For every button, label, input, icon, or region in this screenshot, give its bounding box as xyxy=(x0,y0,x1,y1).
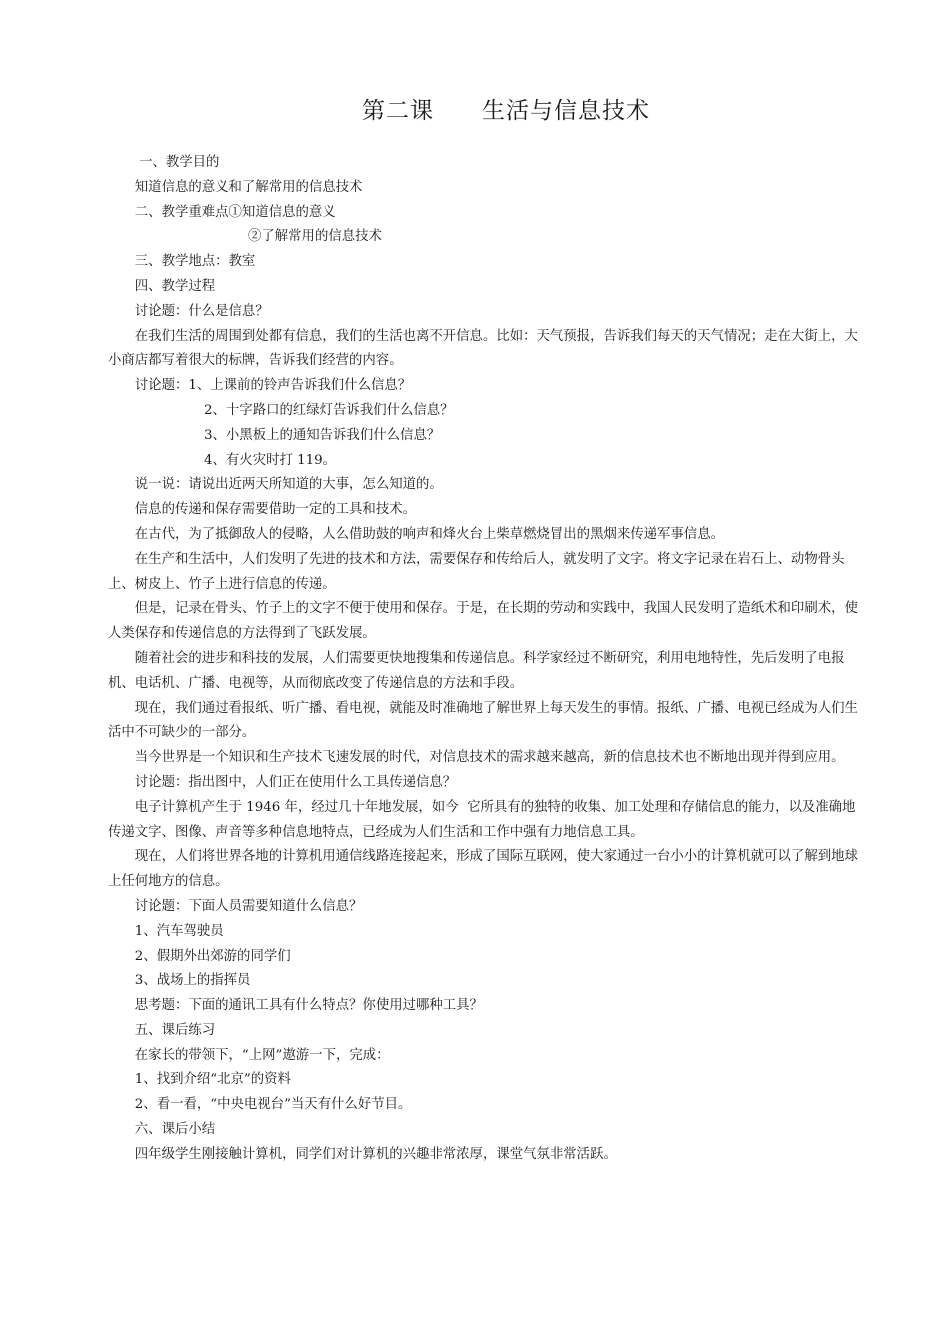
text-line: 2、十字路口的红绿灯告诉我们什么信息？ xyxy=(204,402,454,418)
text-line: 电子计算机产生于 1946 年，经过几十年地发展，如今 它所具有的独特的收集、加工处理和存储信息的能力，以及准确地传递文字、图像、声音等多种信息地特点，已经成为人们生活和工作中强有力地信息工具。 xyxy=(108,799,856,840)
text-line: 在古代，为了抵御敌人的侵略，人么借助鼓的响声和烽火台上柴草燃烧冒出的黑烟来传递军事信息。 xyxy=(134,526,724,542)
text-line: 三、教学地点：教室 xyxy=(134,254,256,270)
text-line: 四年级学生刚接触计算机，同学们对计算机的兴趣非常浓厚，课堂气氛非常活跃。 xyxy=(134,1146,617,1162)
text-line: 在生产和生活中，人们发明了先进的技术和方法，需要保存和传给后人，就发明了文字。将文字记录在岩石上、动物骨头上、树皮上、竹子上进行信息的传递。 xyxy=(108,551,845,592)
text-line: 在我们生活的周围到处都有信息，我们的生活也离不开信息。比如：天气预报，告诉我们每天的天气情况；走在大街上，大小商店都写着很大的标牌，告诉我们经营的内容。 xyxy=(108,328,858,369)
text-line: 讨论题：指出图中，人们正在使用什么工具传递信息？ xyxy=(134,774,457,790)
text-line: 但是，记录在骨头、竹子上的文字不便于使用和保存。于是，在长期的劳动和实践中，我国人民发明了造纸术和印刷术，使人类保存和传递信息的方法得到了飞跃发展。 xyxy=(108,601,858,642)
text-line: 2、假期外出郊游的同学们 xyxy=(134,948,291,964)
text-line: 当今世界是一个知识和生产技术飞速发展的时代，对信息技术的需求越来越高，新的信息技术也不断地出现并得到应用。 xyxy=(134,750,845,766)
text-line: 讨论题：下面人员需要知道什么信息？ xyxy=(134,898,363,914)
text-line: 3、战场上的指挥员 xyxy=(134,973,251,989)
text-line: 五、课后练习 xyxy=(134,1022,216,1038)
text-line: 讨论题：什么是信息？ xyxy=(134,303,269,319)
text-line: ②了解常用的信息技术 xyxy=(248,229,382,245)
text-line: 4、有火灾时打 119。 xyxy=(204,452,337,468)
text-line: 四、教学过程 xyxy=(134,278,216,294)
text-line: 现在，人们将世界各地的计算机用通信线路连接起来，形成了国际互联网，使大家通过一台小小的计算机就可以了解到地球上任何地方的信息。 xyxy=(108,849,858,890)
text-line: 现在，我们通过看报纸、听广播、看电视，就能及时准确地了解世界上每天发生的事情。报纸、广播、电视已经成为人们生活中不可缺少的一部分。 xyxy=(108,700,858,741)
text-line: 1、找到介绍“北京”的资料 xyxy=(134,1072,291,1088)
text-line: 六、课后小结 xyxy=(134,1122,216,1138)
text-line: 2、看一看，“中央电视台”当天有什么好节目。 xyxy=(134,1097,412,1113)
text-line: 说一说：请说出近两天所知道的大事，怎么知道的。 xyxy=(134,477,443,493)
text-line: 在家长的带领下，“上网”遨游一下，完成： xyxy=(134,1047,390,1063)
page-title: 第二课 生活与信息技术 xyxy=(362,98,650,124)
text-line: 讨论题：1、上课前的铃声告诉我们什么信息？ xyxy=(134,378,412,394)
text-line: 1、汽车驾驶员 xyxy=(134,923,224,939)
text-line: 二、教学重难点①知道信息的意义 xyxy=(134,204,336,220)
text-line: 知道信息的意义和了解常用的信息技术 xyxy=(134,179,363,195)
text-line: 3、小黑板上的通知告诉我们什么信息？ xyxy=(204,427,441,443)
text-line: 思考题：下面的通讯工具有什么特点？你使用过哪种工具？ xyxy=(134,998,483,1014)
text-line: 信息的传递和保存需要借助一定的工具和技术。 xyxy=(134,502,416,518)
text-line: 一、教学目的 xyxy=(134,155,220,170)
text-line: 随着社会的进步和科技的发展，人们需要更快地搜集和传递信息。科学家经过不断研究，利用电地特性，先后发明了电报机、电话机、广播、电视等，从而彻底改变了传递信息的方法和手段。 xyxy=(108,650,845,691)
document-body xyxy=(108,151,864,1168)
